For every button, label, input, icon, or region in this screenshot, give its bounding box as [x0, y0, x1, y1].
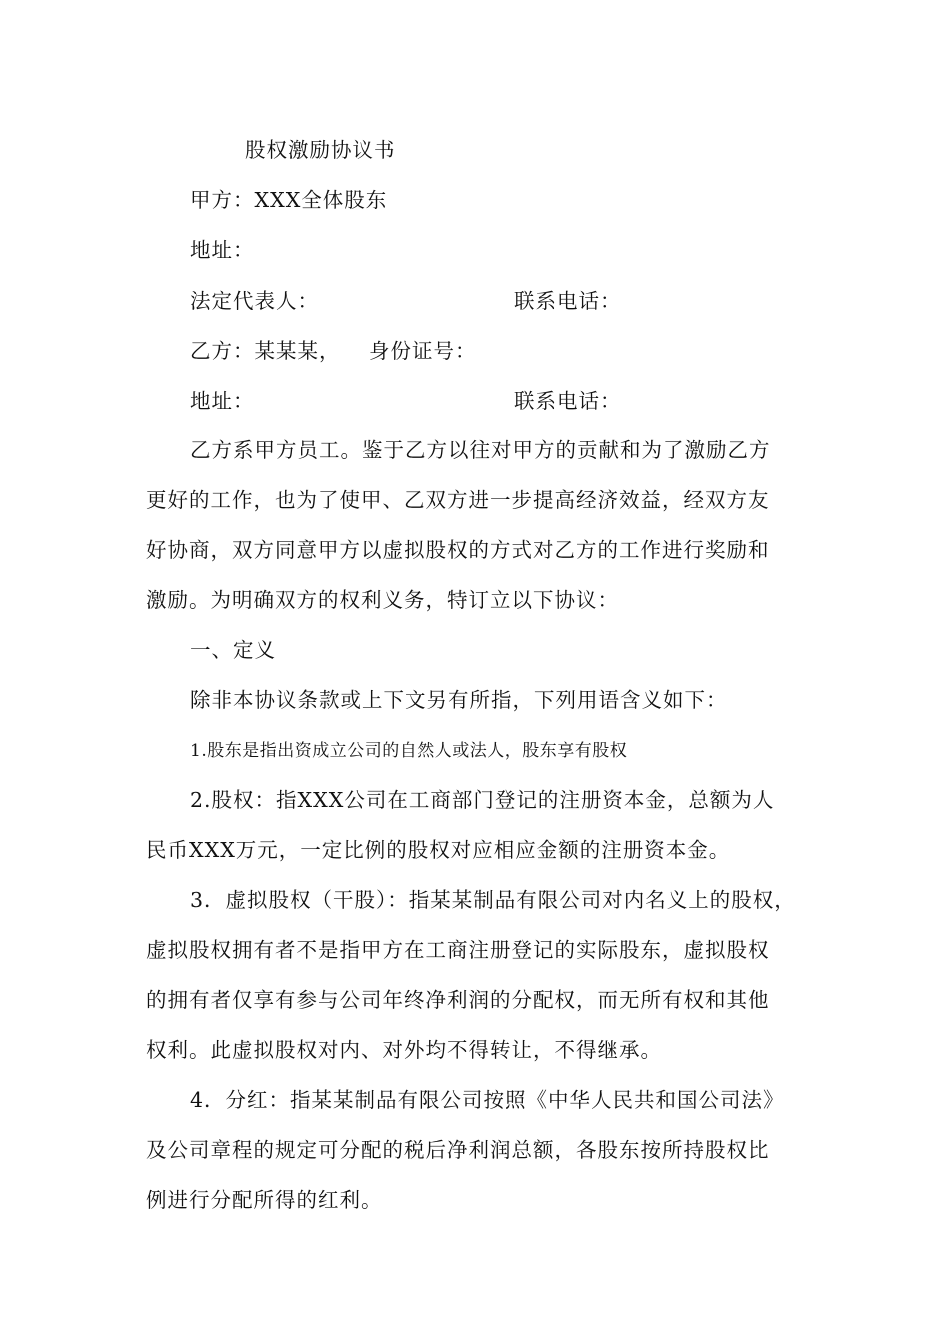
definition-2-line: 民币XXX万元，一定比例的股权对应相应金额的注册资本金。 [146, 838, 731, 862]
intro-paragraph-line: 乙方系甲方员工。鉴于乙方以往对甲方的贡献和为了激励乙方 [190, 438, 771, 462]
intro-paragraph-line: 激励。为明确双方的权利义务，特订立以下协议： [146, 588, 619, 612]
party-a-address: 地址： [190, 238, 255, 262]
definition-1: 1.股东是指出资成立公司的自然人或法人，股东享有股权 [190, 741, 628, 761]
definition-2-line: 2.股权：指XXX公司在工商部门登记的注册资本金，总额为人 [190, 788, 775, 812]
phone-label-2: 联系电话： [514, 389, 622, 413]
party-b-address: 地址： [190, 389, 255, 413]
definition-4-line: 例进行分配所得的红利。 [146, 1188, 383, 1212]
party-b-line: 乙方：某某某， [190, 339, 341, 363]
id-number-label: 身份证号： [369, 339, 477, 363]
intro-paragraph-line: 更好的工作，也为了使甲、乙双方进一步提高经济效益，经双方友 [146, 488, 770, 512]
legal-representative-label: 法定代表人： [190, 289, 319, 313]
definition-3-line: 3．虚拟股权（干股）：指某某制品有限公司对内名义上的股权， [190, 888, 796, 912]
definition-3-line: 权利。此虚拟股权对内、对外均不得转让，不得继承。 [146, 1038, 662, 1062]
party-a-line: 甲方：XXX全体股东 [190, 188, 388, 212]
document-title: 股权激励协议书 [245, 138, 396, 162]
definition-3-line: 虚拟股权拥有者不是指甲方在工商注册登记的实际股东，虚拟股权 [146, 938, 770, 962]
section-heading: 一、定义 [190, 638, 276, 662]
intro-paragraph-line: 好协商，双方同意甲方以虚拟股权的方式对乙方的工作进行奖励和 [146, 538, 770, 562]
definition-3-line: 的拥有者仅享有参与公司年终净利润的分配权，而无所有权和其他 [146, 988, 770, 1012]
definition-4-line: 4．分红：指某某制品有限公司按照《中华人民共和国公司法》 [190, 1088, 785, 1112]
phone-label-1: 联系电话： [514, 289, 622, 313]
section-lead: 除非本协议条款或上下文另有所指，下列用语含义如下： [190, 688, 728, 712]
definition-4-line: 及公司章程的规定可分配的税后净利润总额，各股东按所持股权比 [146, 1138, 770, 1162]
